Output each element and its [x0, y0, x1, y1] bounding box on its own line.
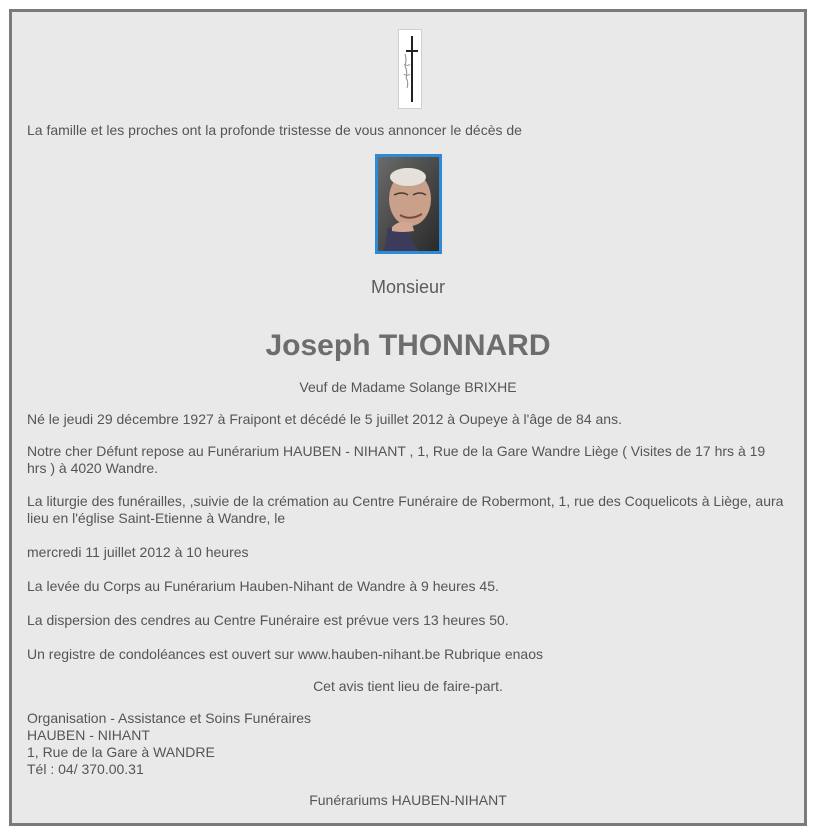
dispersion-text: La dispersion des cendres au Centre Funéraire est prévue vers 13 heures 50.	[27, 612, 509, 628]
spouse-line: Veuf de Madame Solange BRIXHE	[299, 379, 517, 395]
honorific: Monsieur	[370, 277, 446, 297]
deceased-name: Joseph THONNARD	[265, 329, 551, 362]
organisation-line-3: 1, Rue de la Gare à WANDRE	[27, 744, 215, 760]
ceremony-date: mercredi 11 juillet 2012 à 10 heures	[27, 544, 249, 560]
levee-text: La levée du Corps au Funérarium Hauben-Nihant de Wandre à 9 heures 45.	[27, 578, 499, 594]
rests-text: Notre cher Défunt repose au Funérarium HAUBEN - NIHANT , 1, Rue de la Gare Wandre Liège ( Visites de 17 hrs à 19 hrs ) à 4020 Wandre.	[27, 443, 766, 476]
portrait-photo	[375, 154, 442, 254]
organisation-block	[27, 710, 787, 778]
register-text: Un registre de condoléances est ouvert sur www.hauben-nihant.be Rubrique enaos	[27, 646, 543, 662]
birth-death-text: Né le jeudi 29 décembre 1927 à Fraipont et décédé le 5 juillet 2012 à Oupeye à l'âge de 84 ans.	[27, 411, 622, 427]
faire-part-text: Cet avis tient lieu de faire-part.	[313, 678, 503, 694]
liturgy-text: La liturgie des funérailles, ,suivie de la crémation au Centre Funéraire de Robermont, 1, rue des Coquelicots à Liège, aura lieu en l'église Saint-Etienne à Wandre, le	[27, 493, 784, 526]
organisation-line-2: HAUBEN - NIHANT	[27, 727, 150, 743]
intro-text: La famille et les proches ont la profonde tristesse de vous annoncer le décès de	[27, 122, 522, 138]
obituary-notice	[9, 9, 807, 826]
organisation-line-1: Organisation - Assistance et Soins Funéraires	[27, 710, 312, 726]
signature: Funérariums HAUBEN-NIHANT	[309, 792, 507, 808]
organisation-phone: Tél : 04/ 370.00.31	[27, 761, 144, 777]
cross-icon	[398, 29, 422, 109]
